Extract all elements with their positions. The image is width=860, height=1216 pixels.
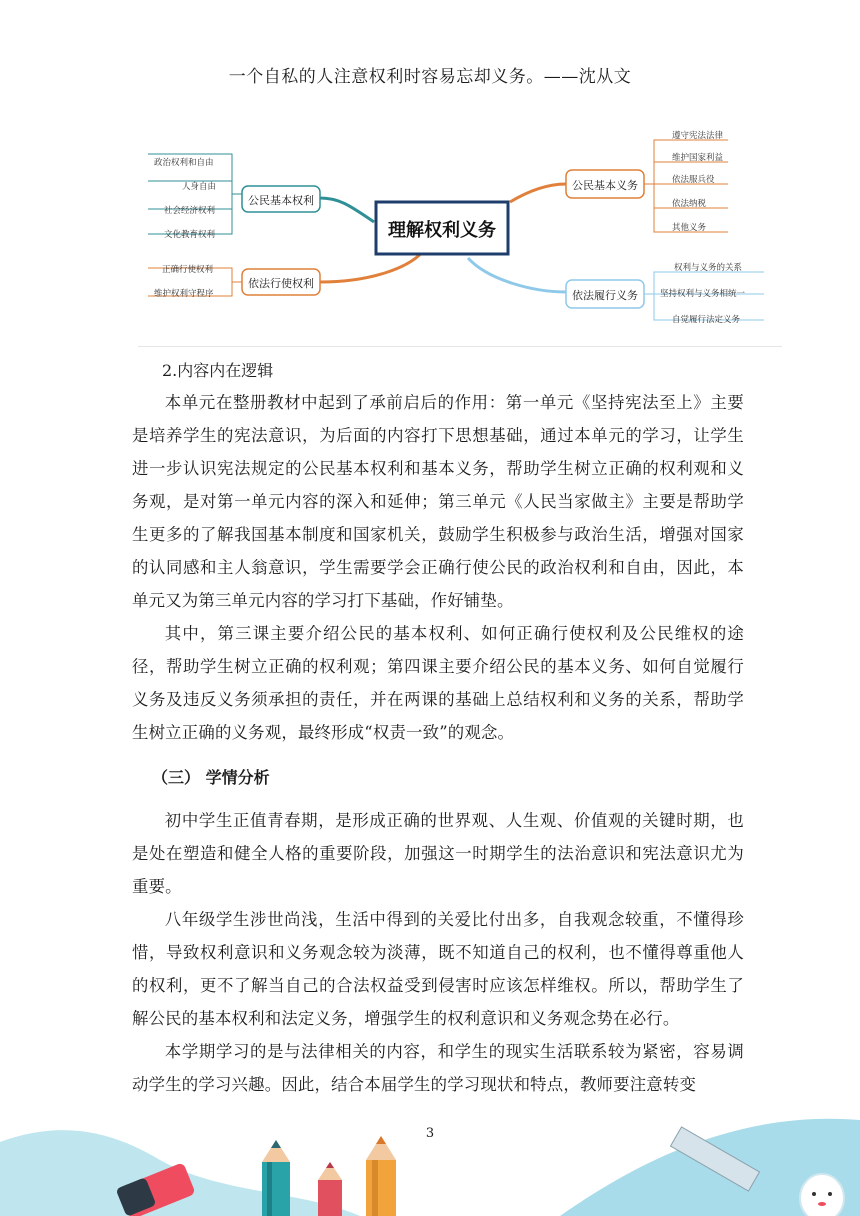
branch-basic-duties <box>566 130 728 233</box>
decorative-footer <box>0 1090 860 1216</box>
leaf-label: 依法纳税 <box>672 199 707 209</box>
mind-map-center-label: 理解权利义务 <box>388 220 496 241</box>
leaf-label: 文化教育权利 <box>164 230 216 240</box>
leaf-label: 政治权利和自由 <box>154 158 214 168</box>
logic-paragraphs <box>132 386 744 749</box>
page-number: 3 <box>425 1126 435 1141</box>
mind-map <box>138 118 782 347</box>
branch-exercise-rights <box>148 264 320 299</box>
leaf-label: 遵守宪法法律 <box>672 131 724 141</box>
leaf-label: 社会经济权利 <box>164 206 216 216</box>
leaf-label: 其他义务 <box>672 223 707 233</box>
branch-fulfill-duties <box>566 262 764 325</box>
paragraph: 八年级学生涉世尚浅，生活中得到的关爱比付出多，自我观念较重，不懂得珍惜，导致权利意识和义务观念较为淡薄，既不知道自己的权利，也不懂得尊重他人的权利，更不了解当自己的合法权益受到侵害时应该怎样维权。所以，帮助学生了解公民的基本权利和法定义务，增强学生的权利意识和义务观念势在必行。 <box>132 910 744 1028</box>
paragraph: 其中，第三课主要介绍公民的基本权利、如何正确行使权利及公民维权的途径，帮助学生树立正确的权利观；第四课主要介绍公民的基本义务、如何自觉履行义务及违反义务须承担的责任，并在两课的基础上总结权利和义务的关系，帮助学生树立正确的义务观，最终形成“权责一致”的观念。 <box>132 624 744 742</box>
paragraph: 本学期学习的是与法律相关的内容，和学生的现实生活联系较为紧密，容易调动学生的学习兴趣。因此，结合本届学生的学习现状和特点，教师要注意转变 <box>132 1042 744 1094</box>
branch-label: 依法履行义务 <box>572 289 638 302</box>
branch-basic-rights <box>148 154 320 240</box>
branch-label: 公民基本权利 <box>248 194 314 207</box>
pencil-icon <box>262 1140 290 1216</box>
leaf-label: 维护权利守程序 <box>154 289 214 299</box>
leaf-label: 维护国家利益 <box>672 153 724 163</box>
pencil-icon <box>318 1162 342 1216</box>
paragraph: 初中学生正值青春期，是形成正确的世界观、人生观、价值观的关键时期，也是处在塑造和健全人格的重要阶段，加强这一时期学生的法治意识和宪法意识尤为重要。 <box>132 811 744 896</box>
pencil-icon <box>366 1136 396 1216</box>
branch-label: 依法行使权利 <box>248 277 314 290</box>
leaf-label: 人身自由 <box>182 182 217 192</box>
branch-label: 公民基本义务 <box>572 179 638 192</box>
tooth-character-icon <box>800 1174 844 1216</box>
leaf-label: 坚持权利与义务相统一 <box>660 289 746 299</box>
leaf-label: 自觉履行法定义务 <box>672 315 741 325</box>
epigraph-quote: 一个自私的人注意权利时容易忘却义务。——沈从文 <box>228 67 632 87</box>
leaf-label: 权利与义务的关系 <box>674 263 743 273</box>
paragraph: 本单元在整册教材中起到了承前启后的作用：第一单元《坚持宪法至上》主要是培养学生的宪法意识，为后面的内容打下思想基础，通过本单元的学习，让学生进一步认识宪法规定的公民基本权利和基本义务，帮助学生树立正确的权利观和义务观，是对第一单元内容的深入和延伸；第三单元《人民当家做主》主要是帮助学生更多的了解我国基本制度和国家机关，鼓励学生积极参与政治生活，增强对国家的认同感和主人翁意识，学生需要学会正确行使公民的政治权利和自由，因此，本单元又为第三单元内容的学习打下基础，作好铺垫。 <box>132 393 744 610</box>
leaf-label: 正确行使权利 <box>162 265 214 275</box>
leaf-label: 依法服兵役 <box>672 175 715 185</box>
student-paragraphs <box>132 804 744 1101</box>
section-2-heading: 2.内容内在逻辑 <box>162 361 274 380</box>
section-3-heading: （三） 学情分析 <box>152 768 270 787</box>
